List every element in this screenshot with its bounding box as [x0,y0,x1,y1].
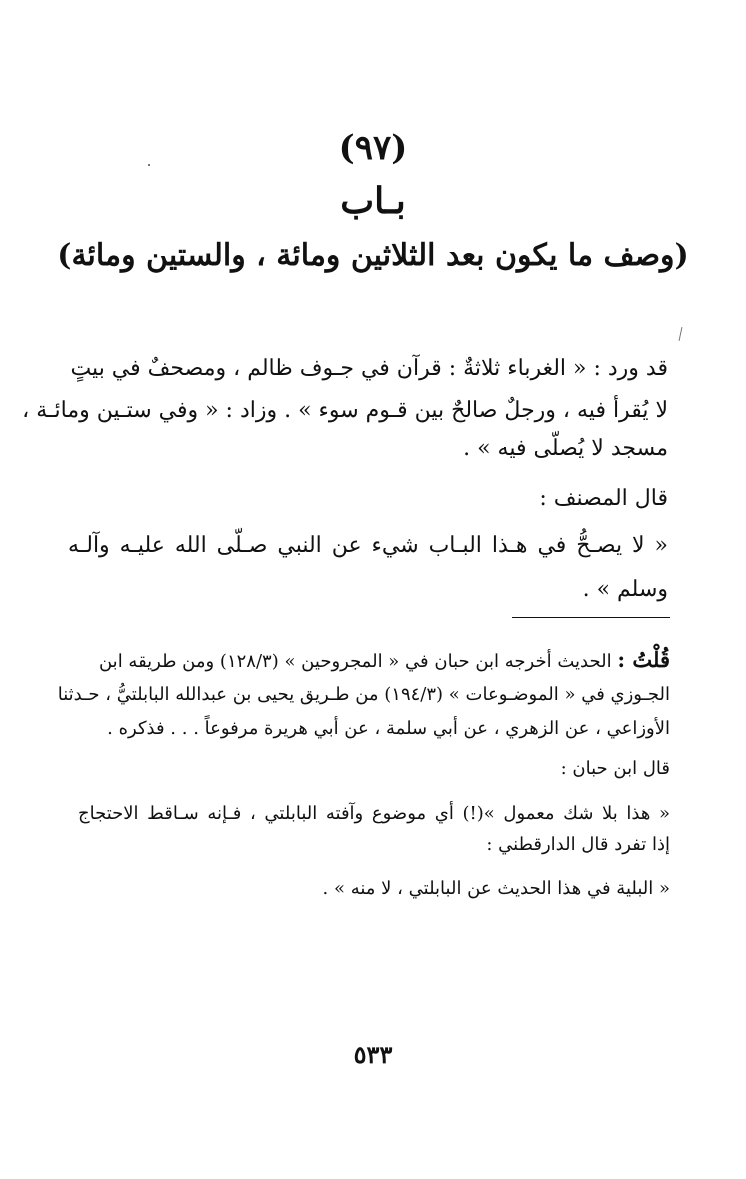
author-statement-heading: قال المصنف : [539,486,668,511]
footnote-line: « البلية في هذا الحديث عن البابلتي ، لا منه » . [322,878,670,899]
main-text-line: « لا يصـحُّ في هـذا البـاب شيء عن النبي صـلّى الله عليـه وآلـه [68,533,668,558]
footnote-line: الأوزاعي ، عن الزهري ، عن أبي سلمة ، عن أبي هريرة مرفوعاً . . . فذكره . [107,718,670,739]
chapter-title: (وصف ما يكون بعد الثلاثين ومائة ، والستين ومائة) [57,238,689,273]
footnote-line-text: الحديث أخرجه ابن حبان في « المجروحين » (١٢٨/٣) ومن طريقه ابن [98,651,612,672]
main-text-line: لا يُقرأ فيه ، ورجلٌ صالحٌ بين قـوم سوء » . وزاد : « وفي ستـين ومائـة ، [22,398,668,423]
main-text-line: وسلم » . [582,577,668,602]
chapter-label: بـاب [340,180,406,222]
footnote-line: الجـوزي في « الموضـوعات » (١٩٤/٣) من طـريق يحيى بن عبدالله البابلتيُّ ، حـدثنا [57,684,670,705]
footnote-label: قُلْتُ : [617,647,670,672]
main-text-line: قد ورد : « الغرباء ثلاثةٌ : قرآن في جـوف ظالم ، ومصحفٌ في بيتٍ [70,356,668,381]
page-number: ٥٣٣ [353,1040,393,1069]
scan-mark [679,327,683,341]
footnote-line: « هذا بلا شك معمول »(!) أي موضوع وآفته البابلتي ، فـإنه سـاقط الاحتجاج [78,803,670,824]
main-text-line: مسجد لا يُصلّى فيه » . [463,436,668,461]
footnote-separator [512,617,670,618]
footnote-line: قال ابن حبان : [560,758,670,779]
footnote-line: إذا تفرد قال الدارقطني : [486,834,670,855]
chapter-number: (٩٧) [338,128,408,168]
footnote-line [78,643,670,679]
